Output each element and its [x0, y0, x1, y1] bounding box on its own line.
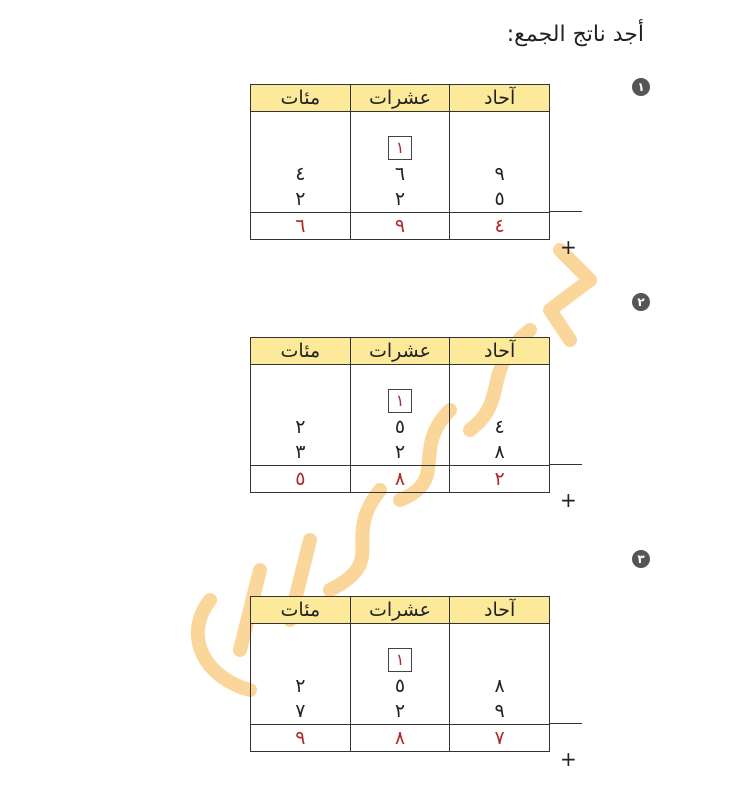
- digit-cell: ٢: [251, 187, 351, 213]
- header-tens: عشرات: [350, 338, 450, 365]
- carry-box: ١: [388, 389, 412, 413]
- problem-number-badge: ٢: [632, 293, 650, 311]
- header-ones: آحاد: [450, 338, 550, 365]
- digit-cell: ٢: [350, 699, 450, 725]
- answer-cell: ٩: [251, 725, 351, 752]
- sum-rule: [550, 464, 582, 465]
- digit-cell: ٩: [450, 699, 550, 725]
- carry-box: ١: [388, 136, 412, 160]
- answer-cell: ٩: [350, 213, 450, 240]
- digit-cell: ٢: [350, 440, 450, 466]
- page-title: أجد ناتج الجمع:: [506, 22, 644, 47]
- digit-cell: ٤: [251, 162, 351, 187]
- answer-cell: ٨: [350, 725, 450, 752]
- digit-cell: ٨: [450, 674, 550, 699]
- answer-cell: ٢: [450, 466, 550, 493]
- answer-cell: ٦: [251, 213, 351, 240]
- place-value-table: [250, 596, 550, 752]
- digit-cell: ٨: [450, 440, 550, 466]
- header-ones: آحاد: [450, 597, 550, 624]
- digit-cell: ٥: [350, 415, 450, 440]
- answer-cell: ٥: [251, 466, 351, 493]
- header-ones: آحاد: [450, 85, 550, 112]
- digit-cell: ٦: [350, 162, 450, 187]
- header-hundreds: مئات: [251, 338, 351, 365]
- plus-sign: +: [560, 488, 577, 512]
- header-hundreds: مئات: [251, 85, 351, 112]
- problem-2: [250, 295, 650, 512]
- place-value-table: [250, 337, 550, 493]
- digit-cell: ٥: [450, 187, 550, 213]
- digit-cell: ٥: [350, 674, 450, 699]
- digit-cell: ٧: [251, 699, 351, 725]
- digit-cell: ٤: [450, 415, 550, 440]
- problem-3: [250, 552, 650, 771]
- plus-sign: +: [560, 747, 577, 771]
- header-hundreds: مئات: [251, 597, 351, 624]
- digit-cell: ٩: [450, 162, 550, 187]
- header-tens: عشرات: [350, 597, 450, 624]
- problem-1: [250, 80, 650, 259]
- digit-cell: ٢: [350, 187, 450, 213]
- answer-cell: ٤: [450, 213, 550, 240]
- answer-cell: ٧: [450, 725, 550, 752]
- problem-number-badge: ٣: [632, 550, 650, 568]
- header-tens: عشرات: [350, 85, 450, 112]
- problem-number-badge: ١: [632, 78, 650, 96]
- digit-cell: ٣: [251, 440, 351, 466]
- digit-cell: ٢: [251, 415, 351, 440]
- place-value-table: [250, 84, 550, 240]
- digit-cell: ٢: [251, 674, 351, 699]
- answer-cell: ٨: [350, 466, 450, 493]
- sum-rule: [550, 723, 582, 724]
- sum-rule: [550, 211, 582, 212]
- carry-box: ١: [388, 648, 412, 672]
- plus-sign: +: [560, 235, 577, 259]
